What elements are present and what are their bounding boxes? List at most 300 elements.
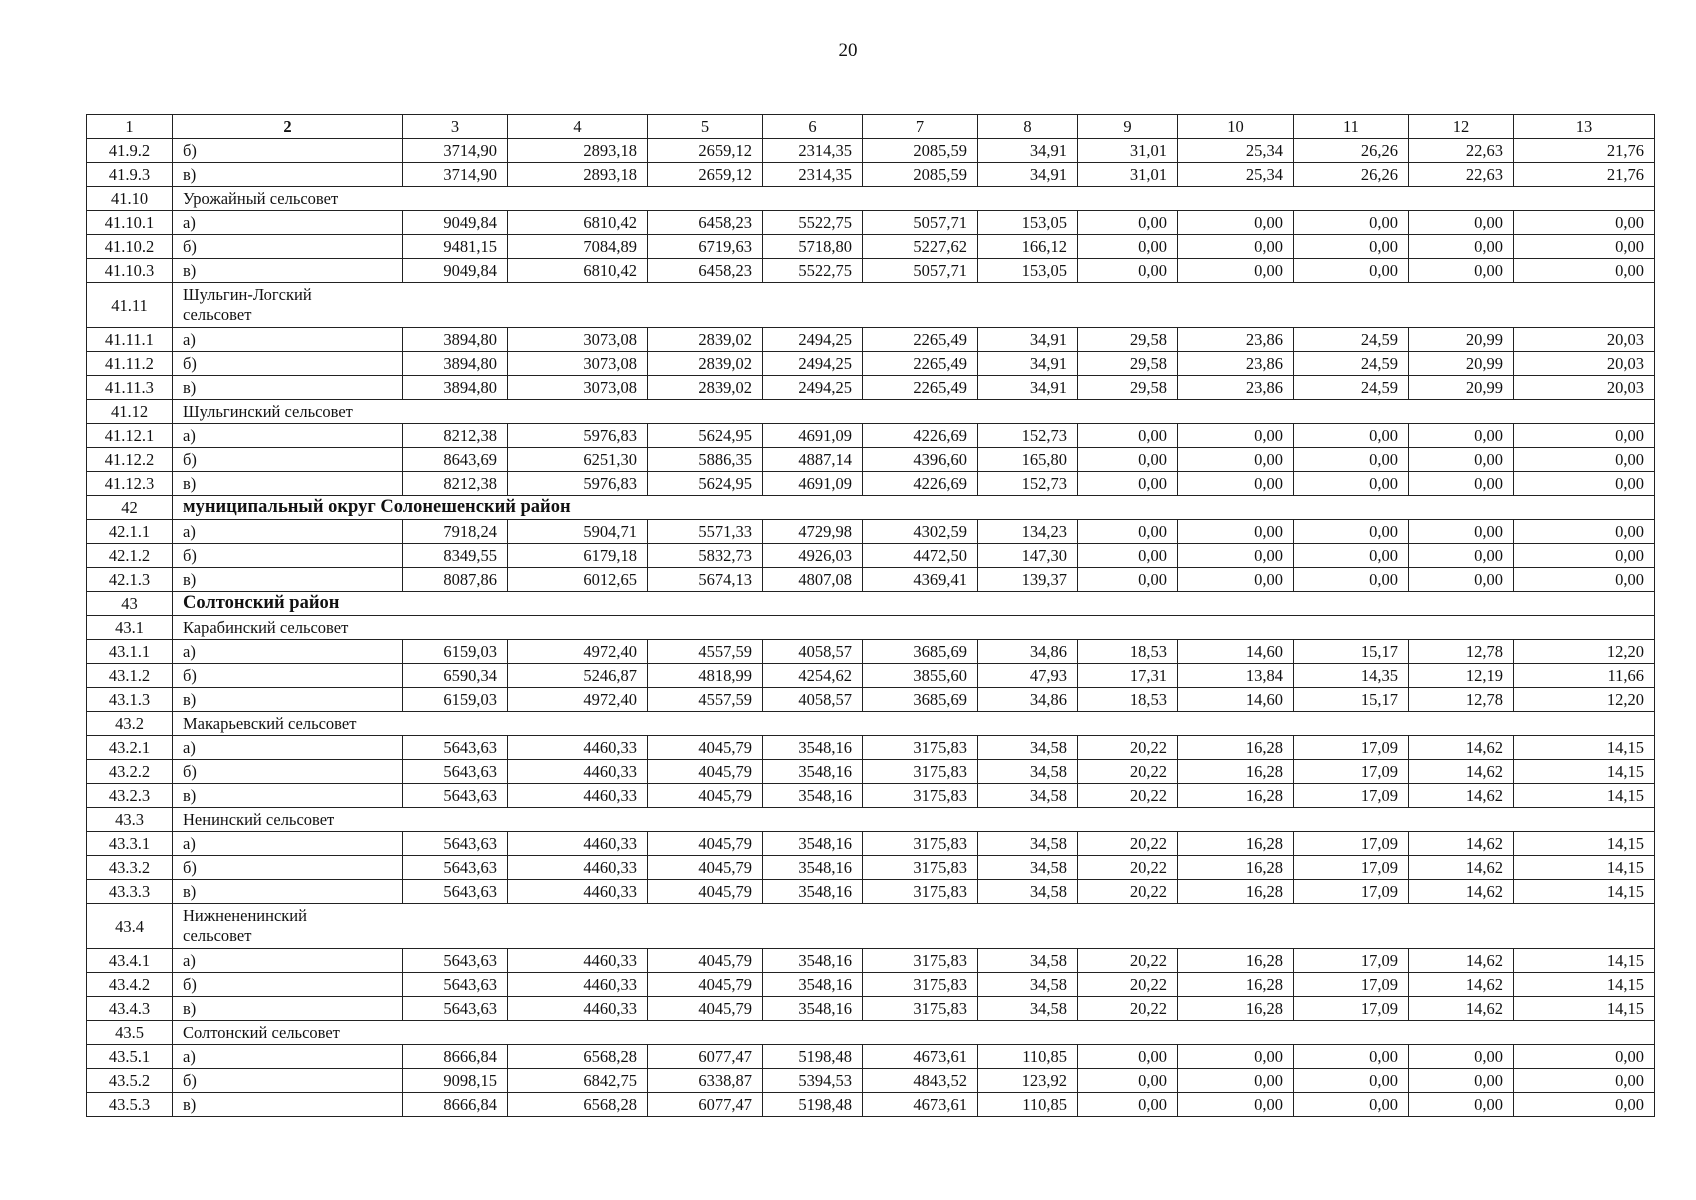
value-cell: 4460,33 [508,832,648,856]
value-cell: 2893,18 [508,163,648,187]
value-cell: 3175,83 [863,997,978,1021]
value-cell: 3894,80 [403,376,508,400]
value-cell: 153,05 [978,259,1078,283]
value-cell: 34,58 [978,973,1078,997]
section-title-text: Шульгин-Логский сельсовет [183,285,312,324]
section-title [173,808,1655,832]
value-cell: 9049,84 [403,211,508,235]
value-cell: 2839,02 [648,328,763,352]
value-cell: 34,91 [978,139,1078,163]
value-cell: 5904,71 [508,520,648,544]
value-cell: 4673,61 [863,1045,978,1069]
value-cell: 15,17 [1294,688,1409,712]
row-variant: а) [173,211,403,235]
value-cell: 8212,38 [403,424,508,448]
row-code: 43.4.2 [87,973,173,997]
row-variant: в) [173,688,403,712]
value-cell: 0,00 [1078,1093,1178,1117]
value-cell: 9049,84 [403,259,508,283]
value-cell: 16,28 [1178,949,1294,973]
value-cell: 18,53 [1078,688,1178,712]
value-cell: 20,03 [1514,376,1655,400]
value-cell: 6568,28 [508,1045,648,1069]
table-row [87,328,1655,352]
value-cell: 4045,79 [648,880,763,904]
row-code: 43.1.3 [87,688,173,712]
value-cell: 4045,79 [648,949,763,973]
value-cell: 6810,42 [508,259,648,283]
section-title [173,1021,1655,1045]
value-cell: 17,09 [1294,856,1409,880]
value-cell: 23,86 [1178,352,1294,376]
section-row [87,904,1655,949]
value-cell: 166,12 [978,235,1078,259]
value-cell: 9481,15 [403,235,508,259]
row-variant: б) [173,448,403,472]
value-cell: 3175,83 [863,832,978,856]
value-cell: 0,00 [1078,568,1178,592]
value-cell: 14,15 [1514,949,1655,973]
row-code: 42 [87,496,173,520]
value-cell: 152,73 [978,472,1078,496]
value-cell: 3855,60 [863,664,978,688]
row-code: 41.10.1 [87,211,173,235]
value-cell: 20,22 [1078,997,1178,1021]
row-code: 41.12.3 [87,472,173,496]
table-row [87,736,1655,760]
value-cell: 0,00 [1409,472,1514,496]
value-cell: 4058,57 [763,688,863,712]
value-cell: 4972,40 [508,688,648,712]
value-cell: 0,00 [1178,211,1294,235]
row-code: 43.1.2 [87,664,173,688]
value-cell: 20,99 [1409,352,1514,376]
value-cell: 4472,50 [863,544,978,568]
value-cell: 14,60 [1178,640,1294,664]
value-cell: 4058,57 [763,640,863,664]
value-cell: 0,00 [1178,1045,1294,1069]
value-cell: 147,30 [978,544,1078,568]
value-cell: 0,00 [1078,235,1178,259]
value-cell: 4226,69 [863,424,978,448]
value-cell: 17,09 [1294,949,1409,973]
value-cell: 4460,33 [508,784,648,808]
value-cell: 4460,33 [508,949,648,973]
value-cell: 5522,75 [763,211,863,235]
column-header-row [87,115,1655,139]
value-cell: 17,09 [1294,973,1409,997]
value-cell: 14,62 [1409,784,1514,808]
value-cell: 31,01 [1078,139,1178,163]
value-cell: 34,58 [978,784,1078,808]
value-cell: 17,09 [1294,832,1409,856]
value-cell: 0,00 [1078,448,1178,472]
section-row [87,283,1655,328]
value-cell: 0,00 [1514,472,1655,496]
value-cell: 34,58 [978,832,1078,856]
value-cell: 0,00 [1514,448,1655,472]
value-cell: 6077,47 [648,1045,763,1069]
section-title [173,712,1655,736]
value-cell: 34,91 [978,376,1078,400]
section-title-text: Макарьевский сельсовет [183,714,357,733]
value-cell: 3548,16 [763,832,863,856]
value-cell: 17,09 [1294,880,1409,904]
value-cell: 34,58 [978,997,1078,1021]
section-title-text: Нижнененинский сельсовет [183,906,307,945]
value-cell: 8349,55 [403,544,508,568]
value-cell: 16,28 [1178,760,1294,784]
value-cell: 0,00 [1409,424,1514,448]
value-cell: 4226,69 [863,472,978,496]
table-row [87,688,1655,712]
row-code: 43.2.1 [87,736,173,760]
row-variant: а) [173,424,403,448]
row-variant: в) [173,472,403,496]
value-cell: 4972,40 [508,640,648,664]
value-cell: 0,00 [1514,544,1655,568]
value-cell: 110,85 [978,1045,1078,1069]
value-cell: 17,09 [1294,997,1409,1021]
value-cell: 0,00 [1514,1045,1655,1069]
column-header: 12 [1409,115,1514,139]
value-cell: 0,00 [1294,448,1409,472]
row-variant: а) [173,640,403,664]
value-cell: 34,58 [978,760,1078,784]
table-row [87,472,1655,496]
value-cell: 20,22 [1078,949,1178,973]
row-code: 43.4.3 [87,997,173,1021]
section-title-text: Ненинский сельсовет [183,810,335,829]
value-cell: 0,00 [1178,448,1294,472]
value-cell: 0,00 [1294,211,1409,235]
column-header: 6 [763,115,863,139]
row-code: 43.3.1 [87,832,173,856]
value-cell: 26,26 [1294,163,1409,187]
table-row [87,784,1655,808]
table-row [87,856,1655,880]
value-cell: 5057,71 [863,259,978,283]
section-title-text: Солтонский сельсовет [183,1023,340,1042]
value-cell: 4045,79 [648,856,763,880]
row-variant: б) [173,544,403,568]
value-cell: 20,03 [1514,328,1655,352]
value-cell: 4691,09 [763,424,863,448]
row-code: 43.5.2 [87,1069,173,1093]
table-row [87,1069,1655,1093]
value-cell: 5643,63 [403,760,508,784]
value-cell: 3714,90 [403,139,508,163]
value-cell: 3548,16 [763,760,863,784]
value-cell: 34,58 [978,949,1078,973]
table-row [87,1045,1655,1069]
table-row [87,259,1655,283]
value-cell: 0,00 [1514,1093,1655,1117]
row-code: 41.9.3 [87,163,173,187]
table-row [87,235,1655,259]
value-cell: 0,00 [1078,211,1178,235]
value-cell: 6338,87 [648,1069,763,1093]
value-cell: 6590,34 [403,664,508,688]
value-cell: 0,00 [1409,1045,1514,1069]
section-row [87,496,1655,520]
value-cell: 0,00 [1514,1069,1655,1093]
value-cell: 14,62 [1409,949,1514,973]
value-cell: 16,28 [1178,856,1294,880]
value-cell: 4302,59 [863,520,978,544]
value-cell: 0,00 [1409,259,1514,283]
value-cell: 6077,47 [648,1093,763,1117]
row-code: 43.5.3 [87,1093,173,1117]
row-variant: а) [173,736,403,760]
value-cell: 6458,23 [648,259,763,283]
value-cell: 6012,65 [508,568,648,592]
value-cell: 14,15 [1514,880,1655,904]
value-cell: 13,84 [1178,664,1294,688]
row-variant: в) [173,376,403,400]
value-cell: 16,28 [1178,784,1294,808]
section-row [87,400,1655,424]
table-row [87,520,1655,544]
value-cell: 4045,79 [648,997,763,1021]
column-header: 10 [1178,115,1294,139]
value-cell: 8666,84 [403,1045,508,1069]
value-cell: 5886,35 [648,448,763,472]
value-cell: 4460,33 [508,856,648,880]
value-cell: 0,00 [1294,1093,1409,1117]
value-cell: 3548,16 [763,997,863,1021]
value-cell: 14,15 [1514,997,1655,1021]
row-code: 43.3.3 [87,880,173,904]
value-cell: 14,35 [1294,664,1409,688]
value-cell: 34,91 [978,163,1078,187]
section-title-text: Карабинский сельсовет [183,618,349,637]
value-cell: 152,73 [978,424,1078,448]
value-cell: 2314,35 [763,163,863,187]
value-cell: 0,00 [1178,520,1294,544]
value-cell: 0,00 [1178,568,1294,592]
value-cell: 5227,62 [863,235,978,259]
value-cell: 139,37 [978,568,1078,592]
table-row [87,424,1655,448]
value-cell: 20,22 [1078,880,1178,904]
value-cell: 14,62 [1409,856,1514,880]
value-cell: 3894,80 [403,352,508,376]
value-cell: 3175,83 [863,784,978,808]
value-cell: 165,80 [978,448,1078,472]
table-row [87,664,1655,688]
table-row [87,640,1655,664]
value-cell: 0,00 [1178,1069,1294,1093]
value-cell: 0,00 [1078,1069,1178,1093]
row-variant: а) [173,1045,403,1069]
value-cell: 6159,03 [403,688,508,712]
value-cell: 7084,89 [508,235,648,259]
value-cell: 6842,75 [508,1069,648,1093]
value-cell: 6458,23 [648,211,763,235]
value-cell: 2494,25 [763,352,863,376]
value-cell: 2839,02 [648,376,763,400]
value-cell: 5976,83 [508,424,648,448]
row-code: 43.1.1 [87,640,173,664]
value-cell: 14,15 [1514,856,1655,880]
value-cell: 4045,79 [648,784,763,808]
table-row [87,163,1655,187]
column-header: 13 [1514,115,1655,139]
value-cell: 34,86 [978,640,1078,664]
row-code: 41.12 [87,400,173,424]
row-variant: в) [173,259,403,283]
section-row [87,712,1655,736]
value-cell: 5624,95 [648,472,763,496]
value-cell: 0,00 [1514,424,1655,448]
value-cell: 5674,13 [648,568,763,592]
value-cell: 21,76 [1514,139,1655,163]
value-cell: 3685,69 [863,688,978,712]
value-cell: 20,22 [1078,973,1178,997]
row-code: 41.12.2 [87,448,173,472]
row-code: 43.5 [87,1021,173,1045]
value-cell: 17,31 [1078,664,1178,688]
value-cell: 5643,63 [403,880,508,904]
value-cell: 0,00 [1294,259,1409,283]
value-cell: 16,28 [1178,997,1294,1021]
row-variant: б) [173,973,403,997]
value-cell: 3175,83 [863,949,978,973]
value-cell: 5198,48 [763,1093,863,1117]
row-variant: в) [173,784,403,808]
value-cell: 20,22 [1078,856,1178,880]
row-code: 43.1 [87,616,173,640]
value-cell: 0,00 [1178,259,1294,283]
value-cell: 23,86 [1178,376,1294,400]
section-row [87,808,1655,832]
section-title [173,283,1655,328]
row-code: 43.4 [87,904,173,949]
section-row [87,592,1655,616]
value-cell: 2839,02 [648,352,763,376]
value-cell: 0,00 [1409,520,1514,544]
section-title-text: муниципальный округ Солонешенский район [183,497,571,517]
column-header: 2 [173,115,403,139]
table-row [87,760,1655,784]
value-cell: 2659,12 [648,139,763,163]
value-cell: 0,00 [1514,259,1655,283]
value-cell: 22,63 [1409,163,1514,187]
value-cell: 14,60 [1178,688,1294,712]
value-cell: 0,00 [1514,235,1655,259]
value-cell: 5643,63 [403,736,508,760]
value-cell: 0,00 [1294,544,1409,568]
value-cell: 4460,33 [508,997,648,1021]
value-cell: 0,00 [1514,568,1655,592]
value-cell: 4807,08 [763,568,863,592]
value-cell: 3175,83 [863,736,978,760]
table-row [87,568,1655,592]
value-cell: 20,22 [1078,784,1178,808]
value-cell: 6251,30 [508,448,648,472]
value-cell: 24,59 [1294,328,1409,352]
value-cell: 5643,63 [403,856,508,880]
value-cell: 3548,16 [763,736,863,760]
table-row [87,211,1655,235]
value-cell: 17,09 [1294,736,1409,760]
value-cell: 5624,95 [648,424,763,448]
value-cell: 34,86 [978,688,1078,712]
row-variant: а) [173,832,403,856]
table-row [87,1093,1655,1117]
value-cell: 3548,16 [763,880,863,904]
value-cell: 21,76 [1514,163,1655,187]
value-cell: 14,62 [1409,973,1514,997]
value-cell: 5643,63 [403,832,508,856]
value-cell: 2265,49 [863,376,978,400]
value-cell: 4045,79 [648,736,763,760]
row-code: 41.10 [87,187,173,211]
row-code: 41.11.1 [87,328,173,352]
value-cell: 4926,03 [763,544,863,568]
value-cell: 7918,24 [403,520,508,544]
value-cell: 123,92 [978,1069,1078,1093]
value-cell: 14,15 [1514,760,1655,784]
row-code: 43.4.1 [87,949,173,973]
value-cell: 12,20 [1514,688,1655,712]
page-number: 20 [838,40,858,61]
column-header: 1 [87,115,173,139]
value-cell: 3714,90 [403,163,508,187]
value-cell: 5522,75 [763,259,863,283]
value-cell: 3175,83 [863,856,978,880]
value-cell: 0,00 [1078,472,1178,496]
value-cell: 2494,25 [763,328,863,352]
row-variant: б) [173,139,403,163]
row-code: 41.12.1 [87,424,173,448]
value-cell: 4396,60 [863,448,978,472]
section-title-text: Солтонский район [183,593,340,613]
value-cell: 3073,08 [508,376,648,400]
row-variant: в) [173,163,403,187]
column-header: 3 [403,115,508,139]
table-row [87,448,1655,472]
value-cell: 20,99 [1409,376,1514,400]
value-cell: 2494,25 [763,376,863,400]
value-cell: 8666,84 [403,1093,508,1117]
value-cell: 6568,28 [508,1093,648,1117]
section-title [173,496,1655,520]
value-cell: 0,00 [1409,568,1514,592]
value-cell: 2314,35 [763,139,863,163]
row-code: 42.1.3 [87,568,173,592]
value-cell: 23,86 [1178,328,1294,352]
value-cell: 34,58 [978,736,1078,760]
value-cell: 0,00 [1178,472,1294,496]
row-code: 42.1.1 [87,520,173,544]
value-cell: 25,34 [1178,139,1294,163]
value-cell: 153,05 [978,211,1078,235]
column-header: 4 [508,115,648,139]
value-cell: 5643,63 [403,949,508,973]
section-row [87,187,1655,211]
value-cell: 5718,80 [763,235,863,259]
value-cell: 8212,38 [403,472,508,496]
value-cell: 2265,49 [863,328,978,352]
row-variant: а) [173,520,403,544]
value-cell: 0,00 [1514,211,1655,235]
section-title [173,616,1655,640]
value-cell: 16,28 [1178,736,1294,760]
row-code: 43.2.3 [87,784,173,808]
value-cell: 5571,33 [648,520,763,544]
